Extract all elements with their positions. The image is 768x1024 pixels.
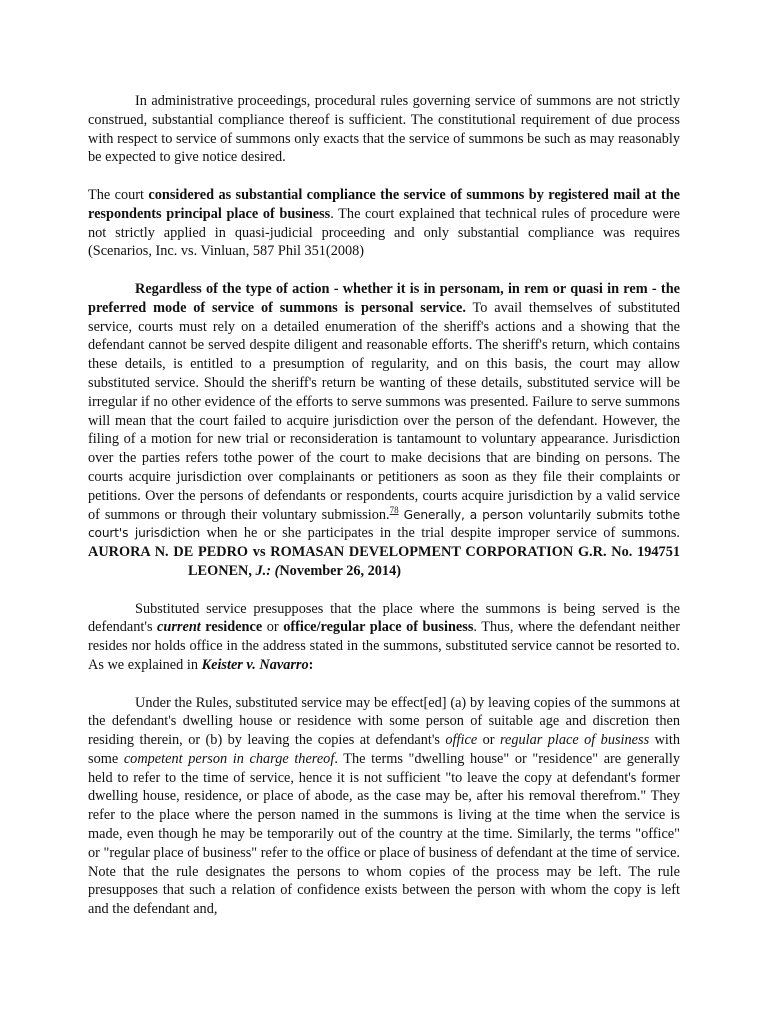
text-run: . The terms "dwelling house" or "residence" are generally held to refer to the time of service, hence it is not sufficient "to leave the copy at defendant's former dwelling house, residence, or place of abode, as the case may be, after his removal therefrom." They refer to the place where the person named in the summons is living at the time when the service is made, even though he may be temporarily out of the country at the time. Similarly, the terms "office" or "regular place of business" refer to the office or place of business of defendant at the time of service. Note that the rule designates the persons to whom copies of the process may be left. The rule presupposes that such a relation of confidence exists between the person with whom the copy is left and the defendant and,: [88, 750, 680, 918]
date-open-paren: (: [274, 562, 280, 579]
ponente-title: J.:: [255, 562, 272, 579]
bold-holding: considered as substantial compliance the service of summons by registered mail at the respondents principal place of business: [88, 186, 680, 222]
emphasis-competent-person: competent person in charge thereof: [123, 750, 335, 767]
emphasis-residence: residence: [200, 619, 263, 636]
text-run: when he or she participates in the trial despite improper service of summons.: [200, 525, 680, 542]
decision-date: November 26, 2014): [279, 562, 401, 579]
text-run: Under the Rules, substituted service may be effect[ed] (a) by leaving copies of the summons at the defendant's dwelling house or residence with some person of suitable age and discretion then residing therein, or (b) by leaving the copies at defendant's: [88, 694, 680, 749]
paragraph-text: In administrative proceedings, procedural rules governing service of summons are not strictly construed, substantial compliance thereof is sufficient. The constitutional requirement of due process with respect to service of summons only exacts that the service of summons be such as may reasonably be expected to give notice desired.: [88, 93, 680, 166]
text-run: Substituted service presupposes that the place where the summons is being served is the defendant's: [88, 600, 680, 636]
footnote-reference[interactable]: 78: [389, 504, 399, 515]
paragraph-substantial-compliance: [88, 186, 680, 261]
ponente: LEONEN,: [188, 562, 252, 579]
colon: :: [308, 656, 314, 673]
paragraph-rules-quote: [88, 694, 680, 920]
paragraph-administrative-proceedings: [88, 92, 680, 167]
case-citation: Keister v. Navarro: [201, 656, 309, 673]
text-run: The court: [88, 186, 149, 203]
text-run: To avail themselves of substituted service, courts must rely on a detailed enumeration of the sheriff's actions and a showing that the defendant cannot be served despite diligent and reasonable efforts. The sheriff's return, which contains these details, is entitled to a presumption of regularity, and on this basis, the court may allow substituted service. Should the sheriff's return be wanting of these details, substituted service will be irregular if no other evidence of the efforts to serve summons was presented. Failure to serve summons will mean that the court failed to acquire jurisdiction over the person of the defendant. However, the filing of a motion for new trial or reconsideration is tantamount to voluntary appearance. Jurisdiction over the parties refers tothe power of the court to make decisions that are binding on persons. The courts acquire jurisdiction over complainants or petitioners as soon as they file their complaints or petitions. Over the persons of defendants or respondents, courts acquire jurisdiction by a valid service of summons or through their voluntary submission.: [88, 299, 681, 523]
emphasis-office: office/regular place of business: [283, 619, 474, 636]
case-title: AURORA N. DE PEDRO vs ROMASAN DEVELOPMENT CORPORATION G.R. No. 194751: [88, 544, 680, 561]
emphasis-office: office: [445, 732, 478, 749]
sans-text-run: Generally, a person voluntarily submits tothe court's jurisdiction: [88, 507, 680, 541]
bold-lead: Regardless of the type of action - whether it is in personam, in rem or quasi in rem - the preferred mode of service of summons is personal service.: [88, 280, 680, 316]
paragraph-substituted-service: [88, 600, 680, 675]
text-run: . The court explained that technical rules of procedure were not strictly applied in quasi-judicial proceeding and only substantial compliance was requires (Scenarios, Inc. vs. Vinluan, 587 Phil 351(2008): [88, 205, 680, 260]
text-run: with some: [88, 732, 680, 767]
emphasis-regular-place: regular place of business: [499, 732, 650, 749]
text-run: . Thus, where the defendant neither resides nor holds office in the address stated in the summons, substituted service cannot be resorted to. As we explained in: [88, 619, 681, 673]
text-run: or: [262, 619, 284, 636]
emphasis-current: current: [157, 619, 201, 636]
paragraph-personal-service: [88, 280, 680, 581]
text-run: or: [477, 732, 500, 749]
